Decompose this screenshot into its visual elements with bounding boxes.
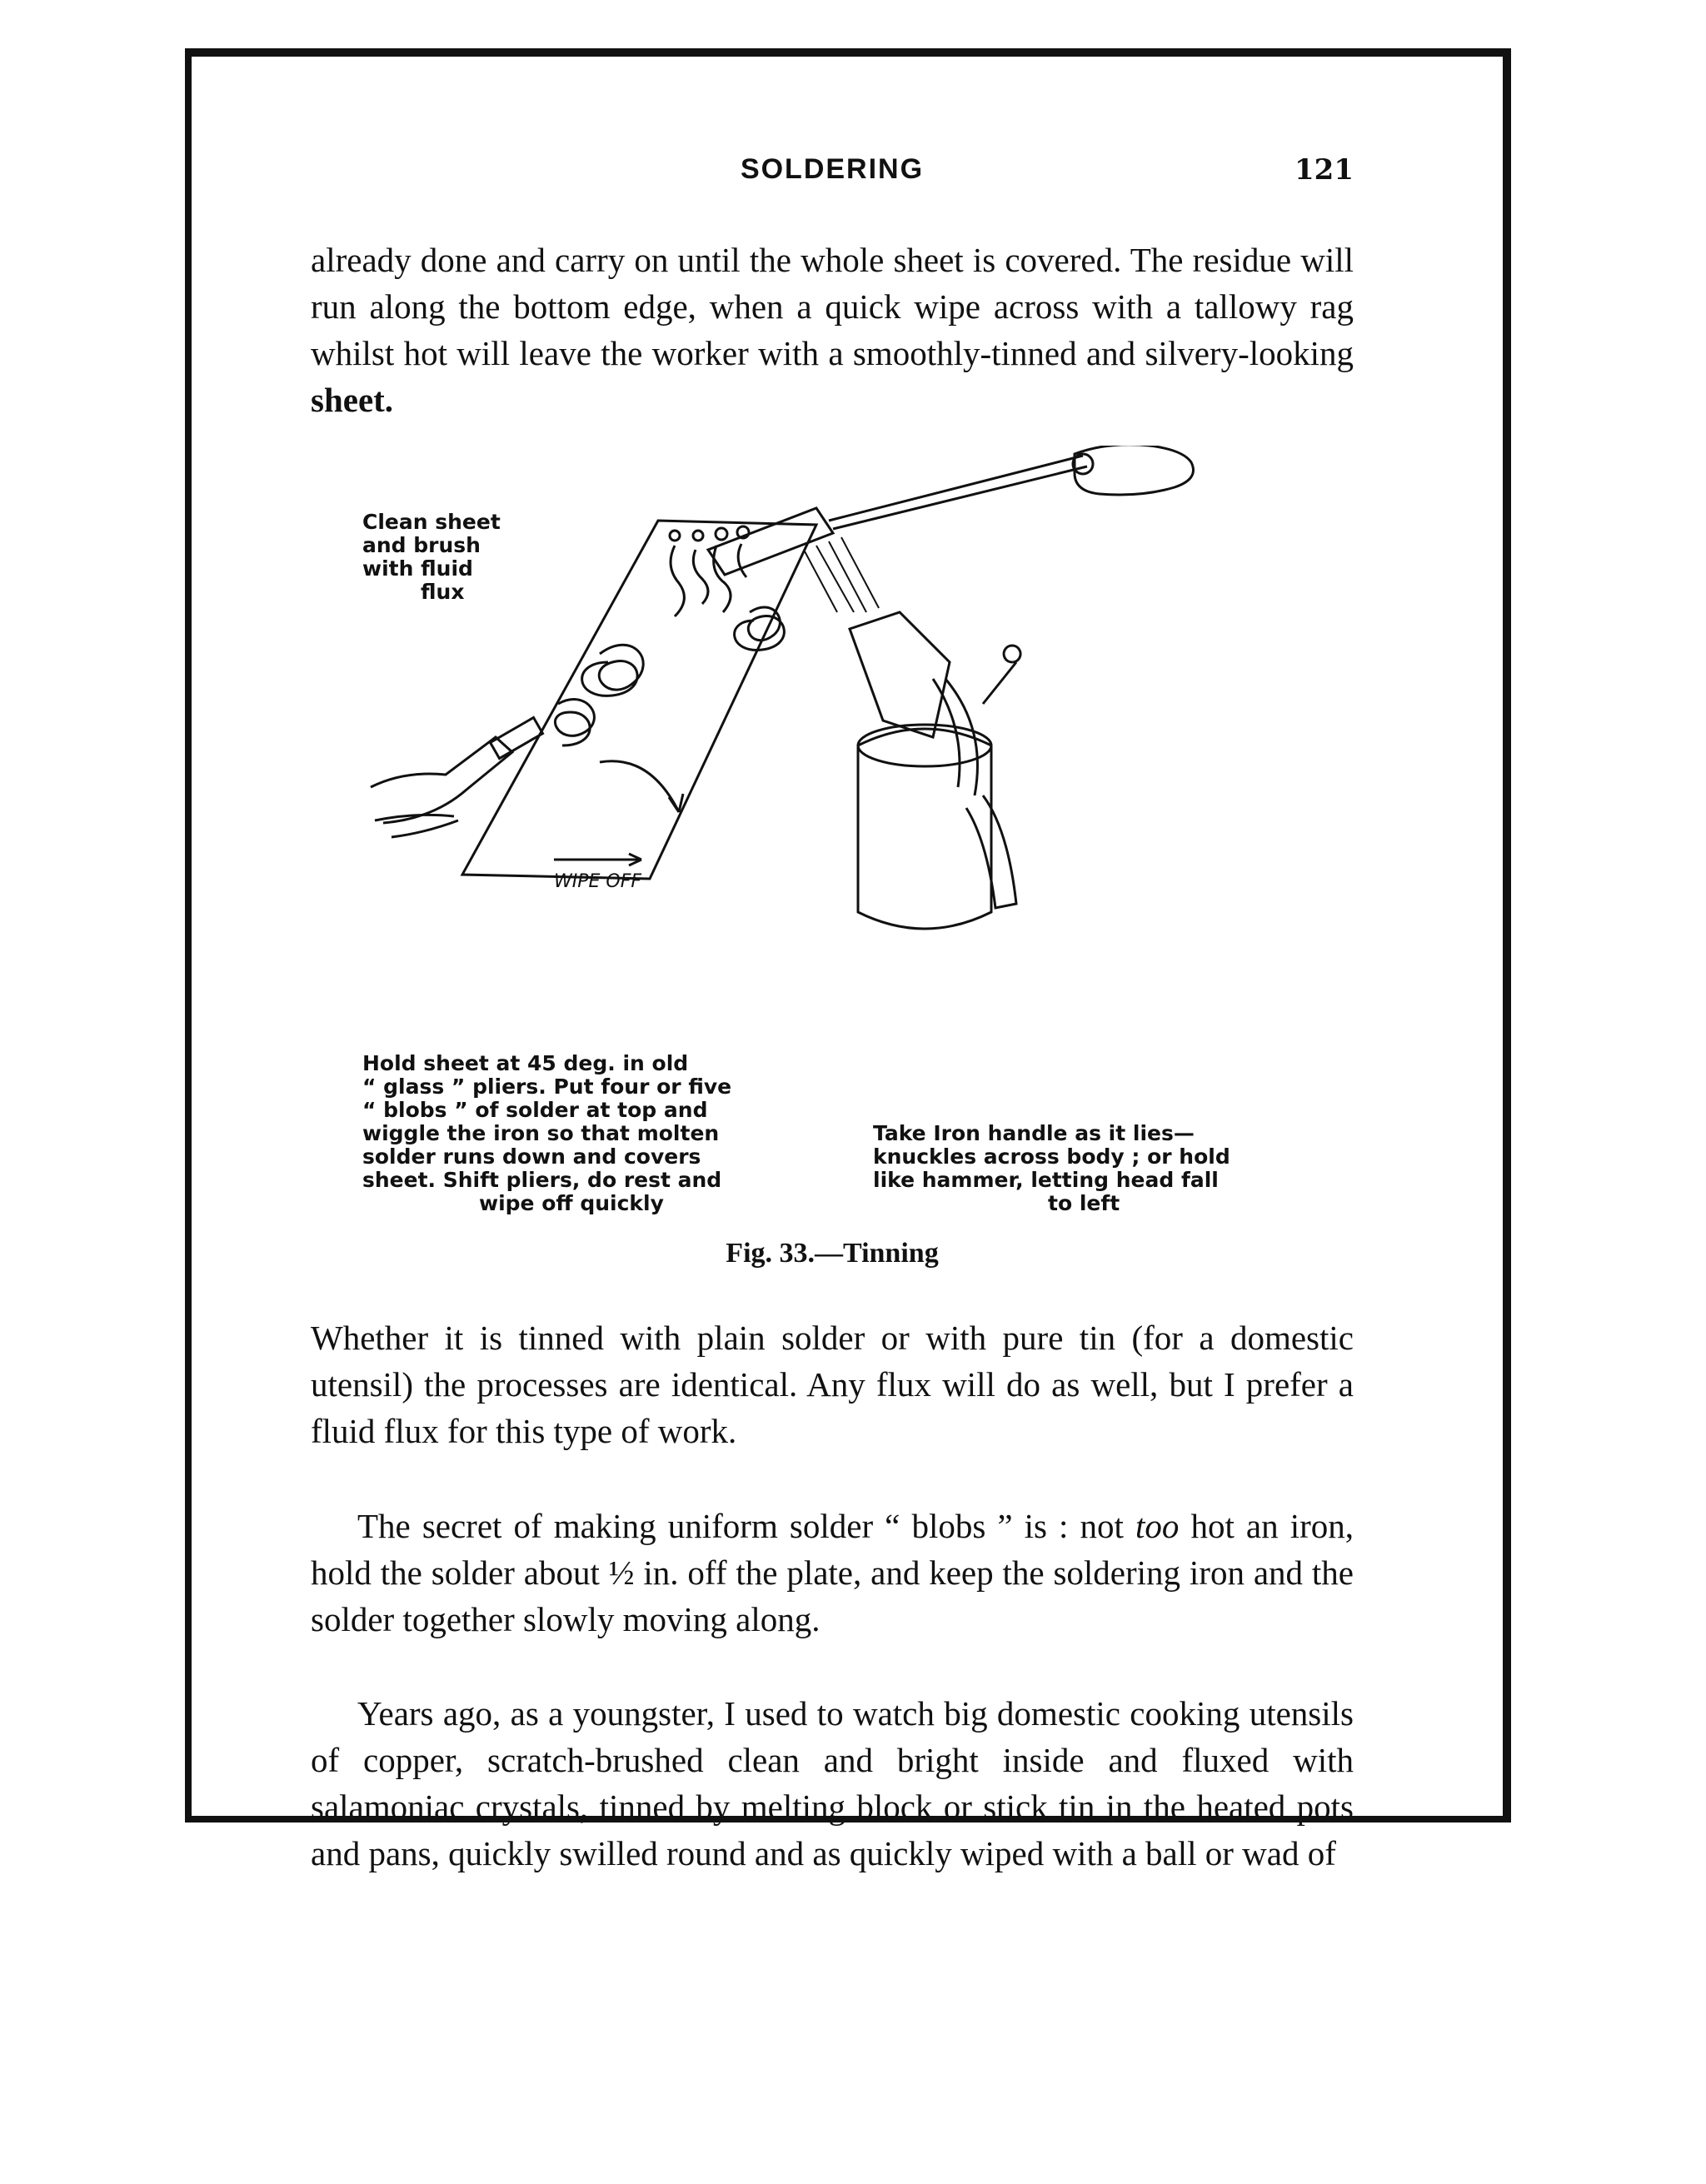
blowlamp-flame — [804, 537, 879, 612]
caption-line: sheet. Shift pliers, do rest and — [362, 1168, 722, 1192]
caption-line: like hammer, letting head fall — [873, 1168, 1219, 1192]
arrow-down — [600, 761, 683, 812]
handle-ferrule — [1073, 454, 1093, 474]
caption-hold-sheet — [362, 1052, 796, 1215]
running-head: SOLDERING — [740, 153, 925, 185]
scan-border-right — [1503, 48, 1511, 1822]
spiral-solder-path — [555, 607, 784, 745]
caption-line: wipe off quickly — [479, 1191, 664, 1215]
soldering-iron-head — [708, 508, 833, 575]
caption-line: knuckles across body ; or hold — [873, 1144, 1230, 1169]
blowlamp-pump — [983, 646, 1020, 704]
caption-line: Take Iron handle as it lies— — [873, 1121, 1195, 1145]
paragraph-text: hot an iron, hold the solder about ½ in. off the plate, and keep the soldering iron and the solder together slowly moving along. — [311, 1507, 1354, 1638]
blowlamp-tank-top — [858, 725, 991, 766]
caption-line: to left — [1048, 1191, 1120, 1215]
caption-line: “ blobs ” of solder at top and — [362, 1098, 708, 1122]
scan-border-left — [185, 48, 192, 1822]
page-number: 121 — [1294, 153, 1354, 187]
figure-title: Fig. 33.—Tinning — [726, 1238, 939, 1269]
caption-line: flux — [421, 580, 465, 604]
caption-line: solder runs down and covers — [362, 1144, 701, 1169]
soldering-iron-shank — [829, 456, 1087, 529]
bold-word: sheet. — [311, 381, 394, 419]
paragraph-continued — [311, 237, 1354, 423]
paragraph — [311, 1503, 1354, 1643]
wipe-off-label: WIPE OFF — [554, 871, 642, 892]
pliers-jaw — [491, 717, 543, 758]
page-header — [311, 153, 1354, 195]
molten-solder-runs — [671, 544, 746, 616]
paragraph: Whether it is tinned with plain solder or with pure tin (for a domestic utensil) the processes are identical. Any flux will do as well, but I prefer a fluid flux for this type of work. — [311, 1319, 1354, 1450]
soldering-iron-handle — [1075, 446, 1194, 495]
italic-word: too — [1135, 1507, 1180, 1545]
caption-clean-sheet — [362, 511, 525, 604]
paragraph: Years ago, as a youngster, I used to watch big domestic cooking utensils of copper, scratch-brushed clean and bright inside and fluxed with salamoniac crystals, tinned by melting block or stick tin in the heated pots and pans, quickly swilled round and as quickly wiped with a ball or wad of — [311, 1694, 1354, 1872]
caption-line: with fluid — [362, 556, 473, 581]
paragraph-text: already done and carry on until the whole sheet is covered. The residue will run along the bottom edge, when a quick wipe across with a tallowy rag whilst hot will leave the worker with a smoothly-tinned and silvery-looking — [311, 241, 1354, 372]
caption-line: wiggle the iron so that molten — [362, 1121, 720, 1145]
blowlamp-burner — [850, 612, 950, 737]
caption-line: Hold sheet at 45 deg. in old — [362, 1051, 689, 1075]
caption-line: and brush — [362, 533, 481, 557]
caption-line: “ glass ” pliers. Put four or five — [362, 1075, 732, 1099]
paragraph-text: The secret of making uniform solder “ blobs ” is : not — [357, 1507, 1124, 1545]
caption-line: Clean sheet — [362, 510, 501, 534]
blowlamp-tank — [858, 729, 991, 929]
wipe-arrow — [554, 854, 641, 865]
scan-border-top — [185, 48, 1511, 57]
caption-iron-handle — [873, 1122, 1306, 1215]
